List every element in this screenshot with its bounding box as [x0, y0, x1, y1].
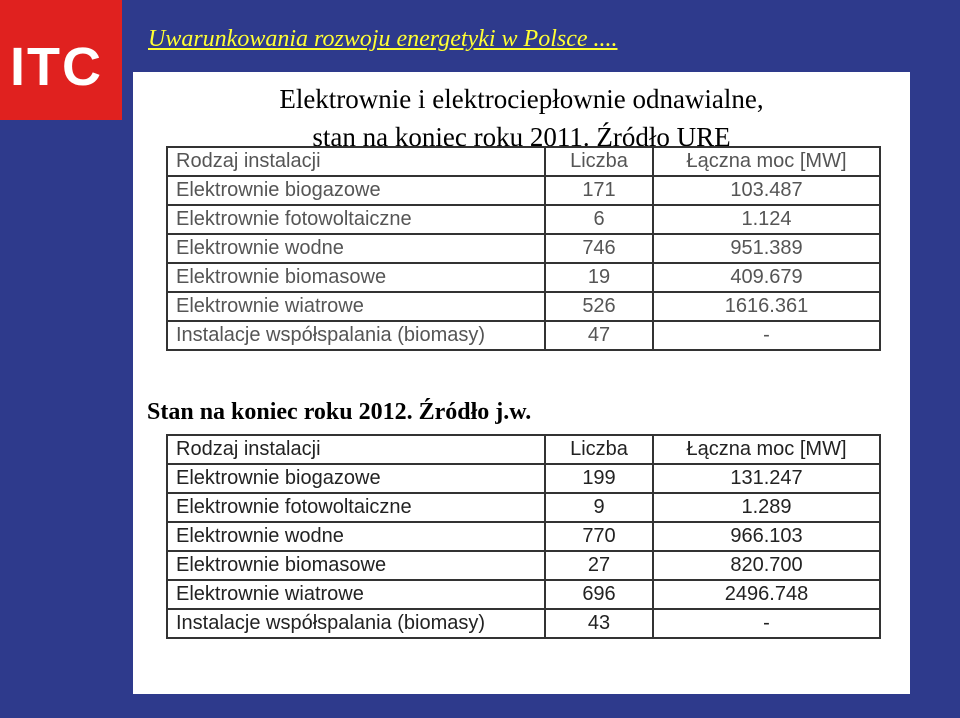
table-row: [167, 464, 880, 493]
table-row: [167, 493, 880, 522]
table-header-row: [167, 147, 880, 176]
cell-count: 19: [545, 263, 653, 292]
cell-count: 9: [545, 493, 653, 522]
cell-power: 1.289: [653, 493, 880, 522]
table-row: [167, 176, 880, 205]
cell-count: 770: [545, 522, 653, 551]
content-panel: [133, 72, 910, 694]
cell-count: 696: [545, 580, 653, 609]
cell-count: 47: [545, 321, 653, 350]
cell-power: 1616.361: [653, 292, 880, 321]
cell-type: Elektrownie biogazowe: [167, 464, 545, 493]
table-2011: [166, 146, 881, 351]
table-row: [167, 205, 880, 234]
table2-title: Stan na koniec roku 2012. Źródło j.w.: [147, 399, 532, 425]
header-cell-type: Rodzaj instalacji: [167, 147, 545, 176]
header-cell-count: Liczba: [545, 435, 653, 464]
cell-power: 131.247: [653, 464, 880, 493]
cell-type: Elektrownie biogazowe: [167, 176, 545, 205]
table1-title-line1: Elektrownie i elektrociepłownie odnawialne,: [279, 84, 764, 114]
table-row: [167, 292, 880, 321]
cell-power: 1.124: [653, 205, 880, 234]
cell-count: 43: [545, 609, 653, 638]
cell-type: Elektrownie wiatrowe: [167, 580, 545, 609]
table-header-row: [167, 435, 880, 464]
table1-title: [133, 80, 910, 156]
cell-count: 171: [545, 176, 653, 205]
cell-type: Elektrownie biomasowe: [167, 551, 545, 580]
cell-type: Elektrownie fotowoltaiczne: [167, 205, 545, 234]
itc-logo: [0, 0, 122, 120]
cell-type: Elektrownie fotowoltaiczne: [167, 493, 545, 522]
cell-type: Elektrownie wodne: [167, 234, 545, 263]
cell-power: -: [653, 609, 880, 638]
table-row: [167, 580, 880, 609]
cell-type: Instalacje współspalania (biomasy): [167, 321, 545, 350]
header-cell-count: Liczba: [545, 147, 653, 176]
header-cell-power: Łączna moc [MW]: [653, 435, 880, 464]
cell-type: Elektrownie biomasowe: [167, 263, 545, 292]
table-row: [167, 234, 880, 263]
cell-count: 27: [545, 551, 653, 580]
cell-count: 6: [545, 205, 653, 234]
table-row: [167, 609, 880, 638]
cell-power: 409.679: [653, 263, 880, 292]
cell-type: Elektrownie wodne: [167, 522, 545, 551]
slide-header-title: Uwarunkowania rozwoju energetyki w Polsce ....: [148, 26, 618, 52]
cell-count: 199: [545, 464, 653, 493]
table-row: [167, 321, 880, 350]
table1-title-line2: stan na koniec roku 2011. Źródło URE: [312, 122, 731, 152]
table-row: [167, 263, 880, 292]
cell-power: 951.389: [653, 234, 880, 263]
logo-text: ITC: [10, 37, 103, 97]
cell-type: Instalacje współspalania (biomasy): [167, 609, 545, 638]
cell-power: 966.103: [653, 522, 880, 551]
cell-type: Elektrownie wiatrowe: [167, 292, 545, 321]
header-cell-type: Rodzaj instalacji: [167, 435, 545, 464]
table-row: [167, 522, 880, 551]
table-2012: [166, 434, 881, 639]
cell-power: 2496.748: [653, 580, 880, 609]
cell-power: 820.700: [653, 551, 880, 580]
header-cell-power: Łączna moc [MW]: [653, 147, 880, 176]
table-row: [167, 551, 880, 580]
cell-count: 526: [545, 292, 653, 321]
cell-power: -: [653, 321, 880, 350]
cell-power: 103.487: [653, 176, 880, 205]
cell-count: 746: [545, 234, 653, 263]
